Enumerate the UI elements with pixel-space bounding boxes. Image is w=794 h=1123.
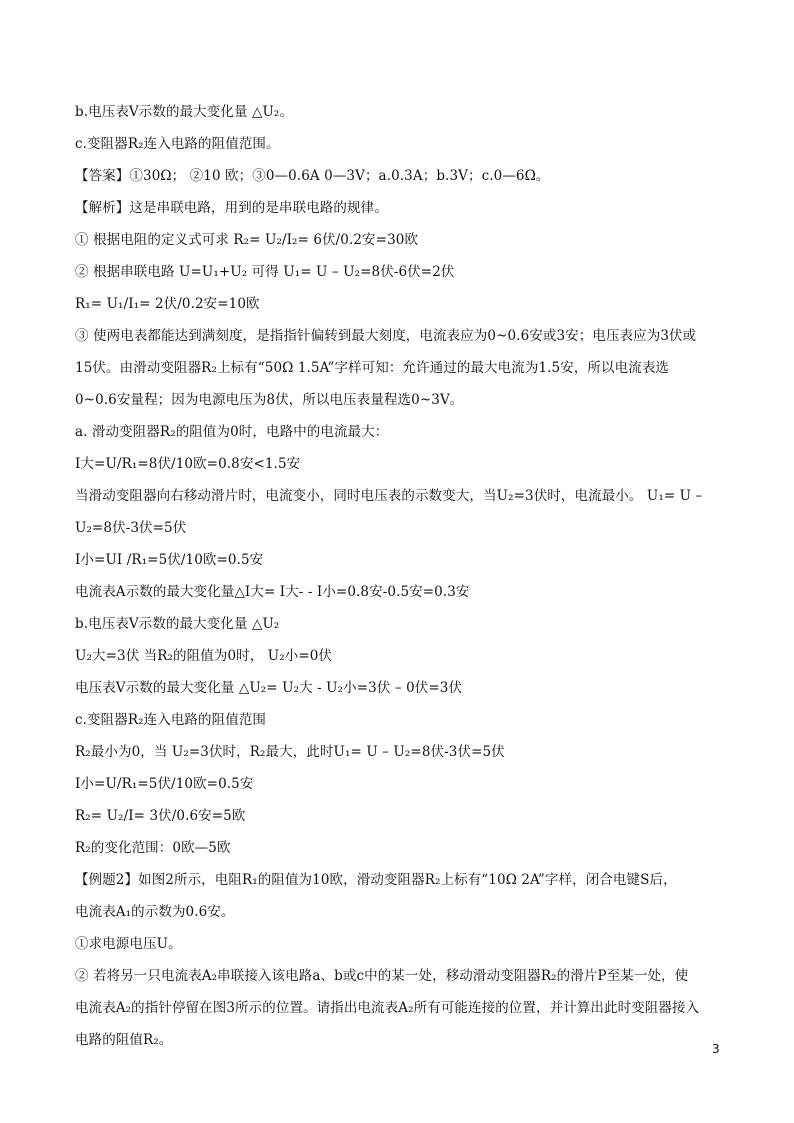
text-line: ② 根据串联电路 U=U₁+U₂ 可得 U₁= U – U₂=8伏-6伏=2伏 [75, 264, 455, 280]
page-number: 3 [712, 1042, 720, 1056]
text-line: U₂大=3伏 当R₂的阻值为0时， U₂小=0伏 [75, 648, 333, 664]
text-line: 电流表A示数的最大变化量△I大= I大- - I小=0.8安-0.5安=0.3安 [75, 584, 470, 600]
text-line: ① 根据电阻的定义式可求 R₂= U₂/I₂= 6伏/0.2安=30欧 [75, 232, 419, 248]
text-line: 电流表A₂的指针停留在图3所示的位置。请指出电流表A₂所有可能连接的位置，并计算出此时变阻器接入 [75, 1000, 700, 1016]
text-line: 当滑动变阻器向右移动滑片时，电流变小，同时电压表的示数变大，当U₂=3伏时，电流最小。 U₁= U – [75, 488, 703, 504]
answer-line: 【答案】①30Ω； ②10 欧；③0—0.6A 0—3V；a.0.3A；b.3V；c.0—6Ω。 [75, 168, 550, 184]
text-line: ①求电源电压U。 [75, 936, 182, 952]
text-line: U₂=8伏-3伏=5伏 [75, 520, 187, 536]
analysis-heading: 【解析】这是串联电路，用到的是串联电路的规律。 [75, 200, 388, 216]
text-line: 0~0.6安量程；因为电源电压为8伏，所以电压表量程选0~3V。 [75, 392, 464, 408]
text-line: ③ 使两电表都能达到满刻度，是指指针偏转到最大刻度，电流表应为0~0.6安或3安；电压表应为3伏或 [75, 328, 697, 344]
text-line: 电压表V示数的最大变化量 △U₂= U₂大 - U₂小=3伏 – 0伏=3伏 [75, 680, 463, 696]
example-heading: 【例题2】如图2所示，电阻R₁的阻值为10欧，滑动变阻器R₂上标有“10Ω 2A”字样，闭合电键S后， [75, 872, 677, 888]
text-line: R₂= U₂/I= 3伏/0.6安=5欧 [75, 808, 246, 824]
page-body [75, 96, 735, 1056]
text-line: a. 滑动变阻器R₂的阻值为0时，电路中的电流最大： [75, 424, 389, 440]
text-line: I小=UI /R₁=5伏/10欧=0.5安 [75, 552, 264, 568]
text-line: R₂的变化范围：0欧—5欧 [75, 840, 231, 856]
text-line: ② 若将另一只电流表A₂串联接入该电路a、b或c中的某一处，移动滑动变阻器R₂的滑片P至某一处，使 [75, 968, 689, 984]
text-line: 电路的阻值R₂。 [75, 1032, 173, 1048]
text-line: R₂最小为0，当 U₂=3伏时，R₂最大，此时U₁= U – U₂=8伏-3伏=5伏 [75, 744, 505, 760]
text-line: R₁= U₁/I₁= 2伏/0.2安=10欧 [75, 296, 260, 312]
text-line: c.变阻器R₂连入电路的阻值范围。 [75, 136, 280, 152]
text-line: b.电压表V示数的最大变化量 △U₂ [75, 616, 280, 632]
text-line: b.电压表V示数的最大变化量 △U₂。 [75, 104, 294, 120]
text-line: I小=U/R₁=5伏/10欧=0.5安 [75, 776, 254, 792]
text-line: I大=U/R₁=8伏/10欧=0.8安<1.5安 [75, 456, 301, 472]
text-line: 电流表A₁的示数为0.6安。 [75, 904, 235, 920]
text-line: 15伏。由滑动变阻器R₂上标有“50Ω 1.5A”字样可知：允许通过的最大电流为1.5安，所以电流表选 [75, 360, 670, 376]
text-line: c.变阻器R₂连入电路的阻值范围 [75, 712, 267, 728]
